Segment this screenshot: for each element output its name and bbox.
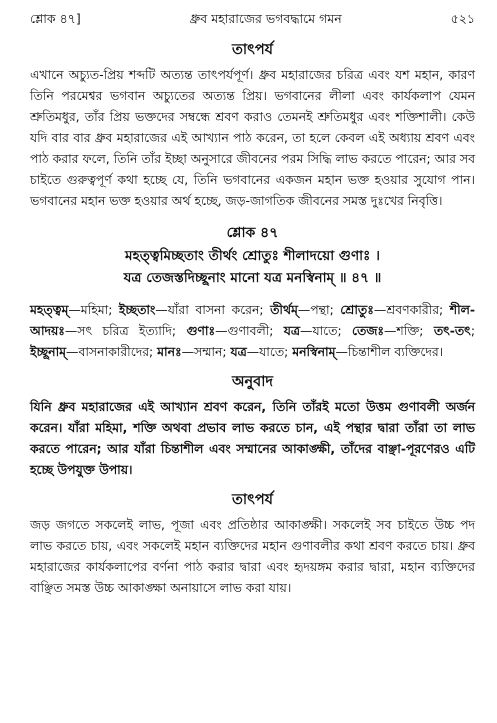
synonym-item — [292, 344, 443, 359]
synonym-meaning: ; — [470, 323, 475, 338]
synonym-item — [231, 344, 293, 359]
purport-heading: তাৎপর্য — [231, 42, 274, 58]
page-header — [30, 10, 475, 30]
synonym-item — [284, 323, 352, 338]
synonym-meaning: —পন্থা; — [297, 302, 341, 317]
page-number: ৫২১ — [450, 11, 475, 26]
synonym-meaning: —শ্রবণকারীর; — [373, 302, 450, 317]
synonym-term: মনস্বিনাম্ — [292, 344, 336, 359]
verse-reference: শ্লোক ৪৭] — [30, 11, 81, 26]
synonyms — [30, 299, 475, 362]
synonym-term: ইচ্ছতাং — [118, 302, 156, 317]
translation-text: যিনি ধ্রুব মহারাজের এই আখ্যান শ্রবণ করেন, তিনি তাঁরই মতো উত্তম গুণাবলী অর্জন করেন। যাঁরা মহিমা, শক্তি অথবা প্রভাব লাভ করতে চান, এই পন্থার দ্বারা তাঁরা তা লাভ করতে পারেন; আর যাঁরা চিন্তাশীল এবং সম্মানের আকাঙ্ক্ষী, তাঁদের বাঞ্ছা-পূরণেরও এটি হচ্ছে উপযুক্ত উপায়। — [30, 399, 475, 477]
synonym-item — [157, 344, 230, 359]
synonym-item — [340, 302, 449, 317]
synonym-meaning: —মহিমা; — [68, 302, 119, 317]
verse-line-2: যত্র তেজস্তদিচ্ছূনাং মানো যত্র মনস্বিনাম্ ॥ ৪৭ ॥ — [123, 270, 382, 286]
synonym-meaning: —গুণাবলী; — [215, 323, 284, 338]
synonym-item — [186, 323, 283, 338]
synonym-term: ইচ্ছূনাম্ — [30, 344, 67, 359]
synonym-meaning: —সম্মান; — [181, 344, 231, 359]
purport-text: এখানে অচ্যুত-প্রিয় শব্দটি অত্যন্ত তাৎপর্যপূর্ণ। ধ্রুব মহারাজের চরিত্র এবং যশ মহান, কারণ তিনি পরমেশ্বর ভগবান অচ্যুতের অত্যন্ত প্রিয়। ভগবানের লীলা এবং কার্যকলাপ যেমন শ্রুতিমধুর, তাঁর প্রিয় ভক্তদের সম্বন্ধে শ্রবণ করাও তেমনই শ্রুতিমধুর এবং শক্তিশালী। কেউ যদি বার বার ধ্রুব মহারাজের এই আখ্যান পাঠ করেন, তা হলে কেবল এই অধ্যায় শ্রবণ এবং পাঠ করার ফলে, তিনি তাঁর ইচ্ছা অনুসারে জীবনের পরম সিদ্ধি লাভ করতে পারেন; আর সব চাইতে গুরুত্বপূর্ণ কথা হচ্ছে যে, তিনি ভগবানের একজন মহান ভক্ত হওয়ার সুযোগ পান। ভগবানের মহান ভক্ত হওয়ার অর্থ হচ্ছে, জড়-জাগতিক জীবনের সমস্ত দুঃখের নিবৃত্তি। — [30, 67, 475, 208]
synonym-term: গুণাঃ — [186, 323, 216, 338]
synonym-term: তীর্থম্ — [270, 302, 298, 317]
synonym-term: যত্র — [283, 323, 301, 338]
synonym-meaning: —চিন্তাশীল ব্যক্তিদের। — [335, 344, 444, 359]
synonym-term: তেজঃ — [351, 323, 384, 338]
purport-text: জড় জগতে সকলেই লাভ, পূজা এবং প্রতিষ্ঠার আকাঙ্ক্ষী। সকলেই সব চাইতে উচ্চ পদ লাভ করতে চায়, এবং সকলেই মহান ব্যক্তিদের মহান গুণাবলীর কথা শ্রবণ করতে চায়। ধ্রুব মহারাজের কার্যকলাপের বর্ণনা পাঠ করার দ্বারা এবং হৃদয়ঙ্গম করার দ্বারা, মহান ব্যক্তিদের বাঞ্ছিত সমস্ত উচ্চ আকাঙ্ক্ষা অনায়াসে লাভ করা যায়। — [30, 517, 475, 595]
synonym-term: মানঃ — [157, 344, 182, 359]
synonym-item — [30, 302, 119, 317]
synonym-meaning: —যাঁরা বাসনা করেন; — [155, 302, 271, 317]
synonym-item — [30, 344, 157, 359]
synonym-meaning: —বাসনাকারীদের; — [66, 344, 158, 359]
synonym-item — [270, 302, 340, 317]
synonym-term: যত্র — [230, 344, 247, 359]
synonym-term: শীল-আদয়ঃ — [30, 302, 476, 338]
purport-heading: তাৎপর্য — [231, 492, 274, 508]
synonym-meaning: —শক্তি; — [384, 323, 434, 338]
translation-heading: অনুবাদ — [231, 374, 274, 390]
synonym-term: তৎ-তৎ — [433, 323, 471, 338]
synonym-term: শ্রোতুঃ — [340, 302, 374, 317]
verse-number: শ্লোক ৪৭ — [226, 225, 279, 241]
synonym-meaning: —সৎ চরিত্র ইত্যাদি; — [64, 323, 187, 338]
verse-line-1: মহত্ত্বমিচ্ছতাং তীর্থং শ্রোতুঃ শীলাদয়ো গুণাঃ । — [125, 248, 380, 264]
synonym-meaning: —যাতে; — [300, 323, 352, 338]
synonym-term: মহত্ত্বম্ — [30, 302, 69, 317]
chapter-title: ধ্রুব মহারাজের ভগবদ্ধামে গমন — [189, 11, 342, 26]
synonym-meaning: —যাতে; — [246, 344, 293, 359]
synonym-item — [119, 302, 270, 317]
synonym-item — [352, 323, 434, 338]
synonym-item — [434, 323, 475, 338]
